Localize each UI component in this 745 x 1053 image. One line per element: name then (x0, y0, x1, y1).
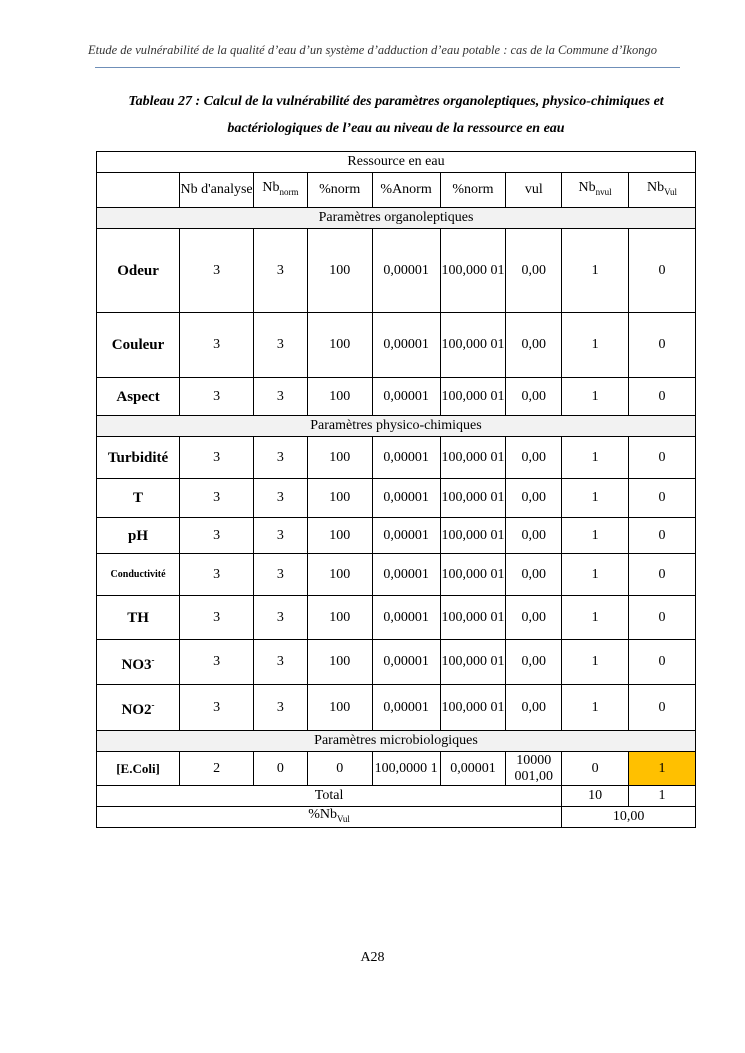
caption-line-1: Tableau 27 : Calcul de la vulnérabilité des paramètres organoleptiques, physico-chimiques et (128, 94, 664, 109)
table-title-row (97, 152, 696, 173)
cell-nb: 3 (180, 229, 254, 313)
section-row-micro (97, 731, 696, 752)
cell-nbvul: 1 (629, 752, 696, 786)
physico-rows (97, 437, 696, 731)
page-number: A28 (360, 950, 385, 965)
cell-panorm: 0,00001 (372, 437, 440, 479)
cell-nb: 3 (180, 479, 254, 518)
cell-nbnvul: 0 (562, 752, 629, 786)
header-nb-nvul-sub: nvul (595, 186, 612, 197)
cell-nbnvul: 1 (562, 596, 629, 640)
cell-panorm: 0,00001 (372, 229, 440, 313)
micro-rows (97, 752, 696, 786)
cell-pnorm: 100 (307, 640, 372, 685)
cell-vul: 10000 001,00 (506, 752, 562, 786)
header-nb-nvul (562, 173, 629, 208)
cell-panorm: 0,00001 (372, 518, 440, 554)
cell-nbnorm: 3 (254, 685, 308, 731)
total-vul: 1 (629, 786, 696, 807)
cell-nbvul: 0 (629, 378, 696, 416)
cell-pnorm: 100 (307, 479, 372, 518)
header-pct-norm-2: %norm (440, 173, 506, 208)
cell-panorm: 0,00001 (372, 685, 440, 731)
row-parameter: [E.Coli] (97, 752, 180, 786)
cell-nb: 3 (180, 313, 254, 378)
header-nb-vul-sub: Vul (664, 186, 678, 197)
row-parameter: Conductivité (97, 554, 180, 596)
cell-pnorm2: 100,000 01 (440, 596, 506, 640)
vulnerability-table (96, 151, 696, 828)
header-pct-norm: %norm (307, 173, 372, 208)
cell-nb: 3 (180, 640, 254, 685)
cell-pnorm: 100 (307, 596, 372, 640)
cell-nbvul: 0 (629, 685, 696, 731)
row-parameter: TH (97, 596, 180, 640)
cell-nb: 3 (180, 437, 254, 479)
row-parameter: Turbidité (97, 437, 180, 479)
header-nb-analyse: Nb d'analyse (180, 173, 254, 208)
table-row (97, 313, 696, 378)
section-label: Paramètres microbiologiques (97, 731, 696, 752)
cell-nbvul: 0 (629, 554, 696, 596)
cell-nbnorm: 3 (254, 313, 308, 378)
table-row (97, 640, 696, 685)
cell-pnorm2: 100,000 01 (440, 479, 506, 518)
cell-vul: 0,00 (506, 640, 562, 685)
cell-pnorm: 100 (307, 437, 372, 479)
header-nb-norm (254, 173, 308, 208)
cell-vul: 0,00 (506, 554, 562, 596)
header-vul: vul (506, 173, 562, 208)
organo-rows (97, 229, 696, 416)
cell-pnorm: 100 (307, 554, 372, 596)
cell-nbvul: 0 (629, 518, 696, 554)
total-label: Total (97, 786, 562, 807)
cell-nbnvul: 1 (562, 554, 629, 596)
row-parameter: pH (97, 518, 180, 554)
table-row (97, 518, 696, 554)
pct-label (97, 807, 562, 828)
cell-nbnvul: 1 (562, 313, 629, 378)
cell-panorm: 0,00001 (372, 378, 440, 416)
cell-nb: 3 (180, 518, 254, 554)
cell-vul: 0,00 (506, 313, 562, 378)
cell-pnorm2: 100,000 01 (440, 229, 506, 313)
running-header: Etude de vulnérabilité de la qualité d’eau d’un système d’adduction d’eau potable : cas de la Commune d’Ikongo (88, 43, 657, 57)
pct-label-base: %Nb (308, 807, 337, 823)
cell-pnorm: 100 (307, 518, 372, 554)
header-nb-norm-base: Nb (262, 180, 280, 196)
cell-nbnvul: 1 (562, 378, 629, 416)
cell-nbnorm: 3 (254, 518, 308, 554)
table-row (97, 752, 696, 786)
cell-nbnorm: 3 (254, 640, 308, 685)
cell-vul: 0,00 (506, 596, 562, 640)
cell-nb: 3 (180, 685, 254, 731)
table-row (97, 596, 696, 640)
cell-pnorm: 100 (307, 313, 372, 378)
cell-pnorm: 0 (307, 752, 372, 786)
row-parameter: Odeur (97, 229, 180, 313)
cell-pnorm2: 0,00001 (440, 752, 506, 786)
row-parameter-charge: - (151, 700, 155, 710)
row-parameter: NO2- (97, 685, 180, 731)
pct-row (97, 807, 696, 828)
cell-pnorm2: 100,000 01 (440, 313, 506, 378)
row-parameter: NO3- (97, 640, 180, 685)
header-nb-nvul-base: Nb (578, 180, 596, 196)
cell-nbnorm: 3 (254, 554, 308, 596)
cell-panorm: 0,00001 (372, 479, 440, 518)
section-row-physico (97, 416, 696, 437)
cell-nbnvul: 1 (562, 479, 629, 518)
header-pct-anorm: %Anorm (372, 173, 440, 208)
table-row (97, 229, 696, 313)
cell-nbnorm: 3 (254, 479, 308, 518)
cell-pnorm2: 100,000 01 (440, 378, 506, 416)
cell-nbvul: 0 (629, 229, 696, 313)
header-param (97, 173, 180, 208)
cell-panorm: 0,00001 (372, 554, 440, 596)
cell-vul: 0,00 (506, 479, 562, 518)
header-nb-vul (629, 173, 696, 208)
cell-panorm: 0,00001 (372, 313, 440, 378)
cell-panorm: 100,0000 1 (372, 752, 440, 786)
cell-nbnvul: 1 (562, 229, 629, 313)
cell-nbnvul: 1 (562, 685, 629, 731)
total-row (97, 786, 696, 807)
table-caption (96, 88, 696, 142)
cell-panorm: 0,00001 (372, 640, 440, 685)
table-row (97, 685, 696, 731)
cell-pnorm: 100 (307, 685, 372, 731)
header-nb-norm-sub: norm (279, 186, 299, 197)
cell-vul: 0,00 (506, 229, 562, 313)
pct-label-sub: Vul (336, 813, 350, 824)
cell-nbnorm: 3 (254, 378, 308, 416)
caption-line-2: bactériologiques de l’eau au niveau de la ressource en eau (227, 121, 565, 136)
cell-nb: 3 (180, 554, 254, 596)
cell-panorm: 0,00001 (372, 596, 440, 640)
cell-vul: 0,00 (506, 685, 562, 731)
section-label: Paramètres organoleptiques (97, 208, 696, 229)
cell-vul: 0,00 (506, 518, 562, 554)
section-label: Paramètres physico-chimiques (97, 416, 696, 437)
cell-nb: 2 (180, 752, 254, 786)
table-row (97, 378, 696, 416)
cell-nbvul: 0 (629, 596, 696, 640)
cell-nbvul: 0 (629, 313, 696, 378)
cell-pnorm2: 100,000 01 (440, 518, 506, 554)
table-row (97, 479, 696, 518)
header-rule (95, 67, 680, 68)
cell-pnorm: 100 (307, 378, 372, 416)
cell-nbnorm: 3 (254, 229, 308, 313)
cell-vul: 0,00 (506, 378, 562, 416)
cell-pnorm: 100 (307, 229, 372, 313)
cell-nbvul: 0 (629, 479, 696, 518)
cell-pnorm2: 100,000 01 (440, 640, 506, 685)
total-nvul: 10 (562, 786, 629, 807)
row-parameter: Couleur (97, 313, 180, 378)
cell-nbvul: 0 (629, 437, 696, 479)
cell-pnorm2: 100,000 01 (440, 554, 506, 596)
table-title: Ressource en eau (97, 152, 696, 173)
cell-nbnvul: 1 (562, 437, 629, 479)
table-row (97, 437, 696, 479)
row-parameter-charge: - (151, 654, 155, 665)
cell-nbnvul: 1 (562, 518, 629, 554)
table-row (97, 554, 696, 596)
cell-nbnorm: 0 (254, 752, 308, 786)
row-parameter: Aspect (97, 378, 180, 416)
cell-nb: 3 (180, 378, 254, 416)
cell-pnorm2: 100,000 01 (440, 437, 506, 479)
cell-nbnorm: 3 (254, 437, 308, 479)
section-row-organoleptic (97, 208, 696, 229)
column-header-row (97, 173, 696, 208)
cell-vul: 0,00 (506, 437, 562, 479)
cell-pnorm2: 100,000 01 (440, 685, 506, 731)
row-parameter: T (97, 479, 180, 518)
pct-value: 10,00 (562, 807, 696, 828)
cell-nbvul: 0 (629, 640, 696, 685)
cell-nb: 3 (180, 596, 254, 640)
cell-nbnorm: 3 (254, 596, 308, 640)
header-nb-vul-base: Nb (646, 180, 665, 196)
cell-nbnvul: 1 (562, 640, 629, 685)
